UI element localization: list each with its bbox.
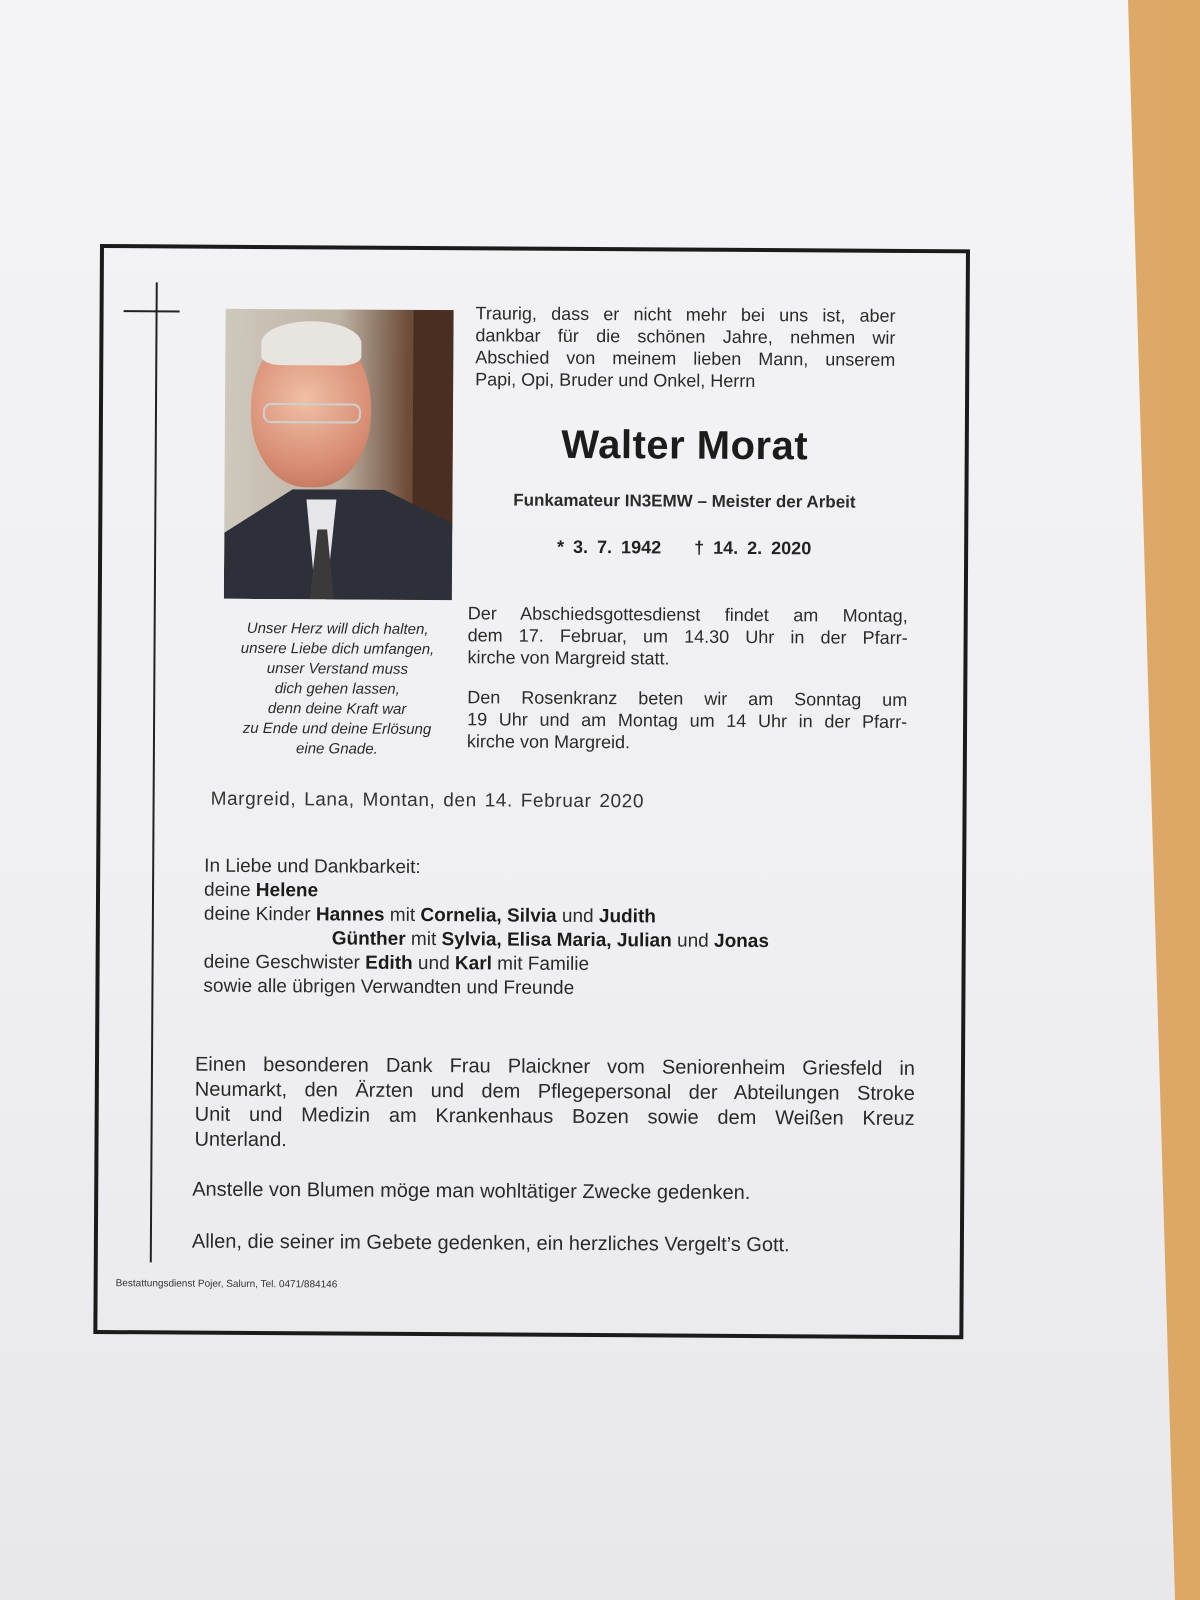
thanks-paragraph: [194, 1053, 915, 1157]
rosary-line: Den Rosenkranz beten wir am Sonntag um: [467, 687, 908, 710]
family-row-wife: deine Helene: [203, 879, 319, 902]
poem-line: unser Verstand muss: [266, 660, 409, 678]
rosary-line: kirche von Margreid.: [466, 731, 631, 753]
thanks-line: Einen besonderen Dank Frau Plaickner vom Seniorenheim Griesfeld in: [194, 1053, 916, 1080]
intro-line: dankbar für die schönen Jahre, nehmen wir: [475, 325, 896, 348]
death-date: † 14. 2. 2020: [694, 537, 812, 559]
family-row-siblings: deine Geschwister Edith und Karl mit Familie: [203, 951, 590, 976]
poem-line: eine Gnade.: [295, 740, 378, 758]
family-heading: In Liebe und Dankbarkeit:: [204, 855, 421, 878]
service-line: dem 17. Februar, um 14.30 Uhr in der Pfarr-: [467, 625, 908, 648]
place-date: Margreid, Lana, Montan, den 14. Februar 2020: [210, 788, 645, 813]
closing-note: Allen, die seiner im Gebete gedenken, ein herzliches Vergelt’s Gott.: [191, 1230, 790, 1257]
service-announcement: [467, 602, 907, 671]
family-list: [203, 855, 769, 1002]
rosary-line: 19 Uhr und am Montag um 14 Uhr in der Pfarr-: [467, 709, 908, 732]
family-row-others: sowie alle übrigen Verwandten und Freunde: [203, 975, 575, 999]
poem-line: Unser Herz will dich halten,: [246, 619, 429, 639]
obituary-card: [93, 244, 970, 1339]
poem: [205, 619, 470, 761]
intro-line: Abschied von meinem lieben Mann, unserem: [475, 347, 896, 370]
intro-text: [475, 302, 896, 393]
poem-line: zu Ende und deine Erlösung: [242, 719, 432, 739]
flowers-note: Anstelle von Blumen möge man wohltätiger Zwecke gedenken.: [192, 1178, 751, 1204]
intro-line: Traurig, dass er nicht mehr bei uns ist, aber: [475, 303, 896, 326]
funeral-service-footer: Bestattungsdienst Pojer, Salurn, Tel. 0471/884146: [115, 1278, 338, 1291]
thanks-line: Unterland.: [194, 1128, 287, 1152]
family-row-children-2: Günther mit Sylvia, Elisa Maria, Julian und Jonas: [331, 928, 770, 953]
deceased-subtitle: Funkamateur IN3EMW – Meister der Arbeit: [513, 490, 856, 512]
cross-icon: [150, 282, 158, 1262]
cross-icon-bar: [124, 310, 180, 312]
service-line: kirche von Margreid statt.: [467, 647, 670, 669]
service-line: Der Abschiedsgottesdienst findet am Montag,: [467, 603, 908, 626]
family-row-children: deine Kinder Hannes mit Cornelia, Silvia und Judith: [203, 903, 656, 928]
poem-line: dich gehen lassen,: [274, 680, 400, 698]
thanks-line: Unit und Medizin am Krankenhaus Bozen sowie dem Weißen Kreuz: [194, 1103, 915, 1130]
poem-line: unsere Liebe dich umfangen,: [240, 639, 435, 659]
birth-date: * 3. 7. 1942: [557, 536, 662, 558]
intro-line: Papi, Opi, Bruder und Onkel, Herrn: [475, 369, 756, 392]
portrait-photo: [224, 309, 454, 600]
life-dates: [474, 536, 894, 560]
rosary-announcement: [467, 686, 907, 755]
deceased-name: Walter Morat: [561, 422, 809, 469]
thanks-line: Neumarkt, den Ärzten und dem Pflegepersonal der Abteilungen Stroke: [194, 1078, 915, 1105]
poem-line: denn deine Kraft war: [267, 700, 407, 718]
